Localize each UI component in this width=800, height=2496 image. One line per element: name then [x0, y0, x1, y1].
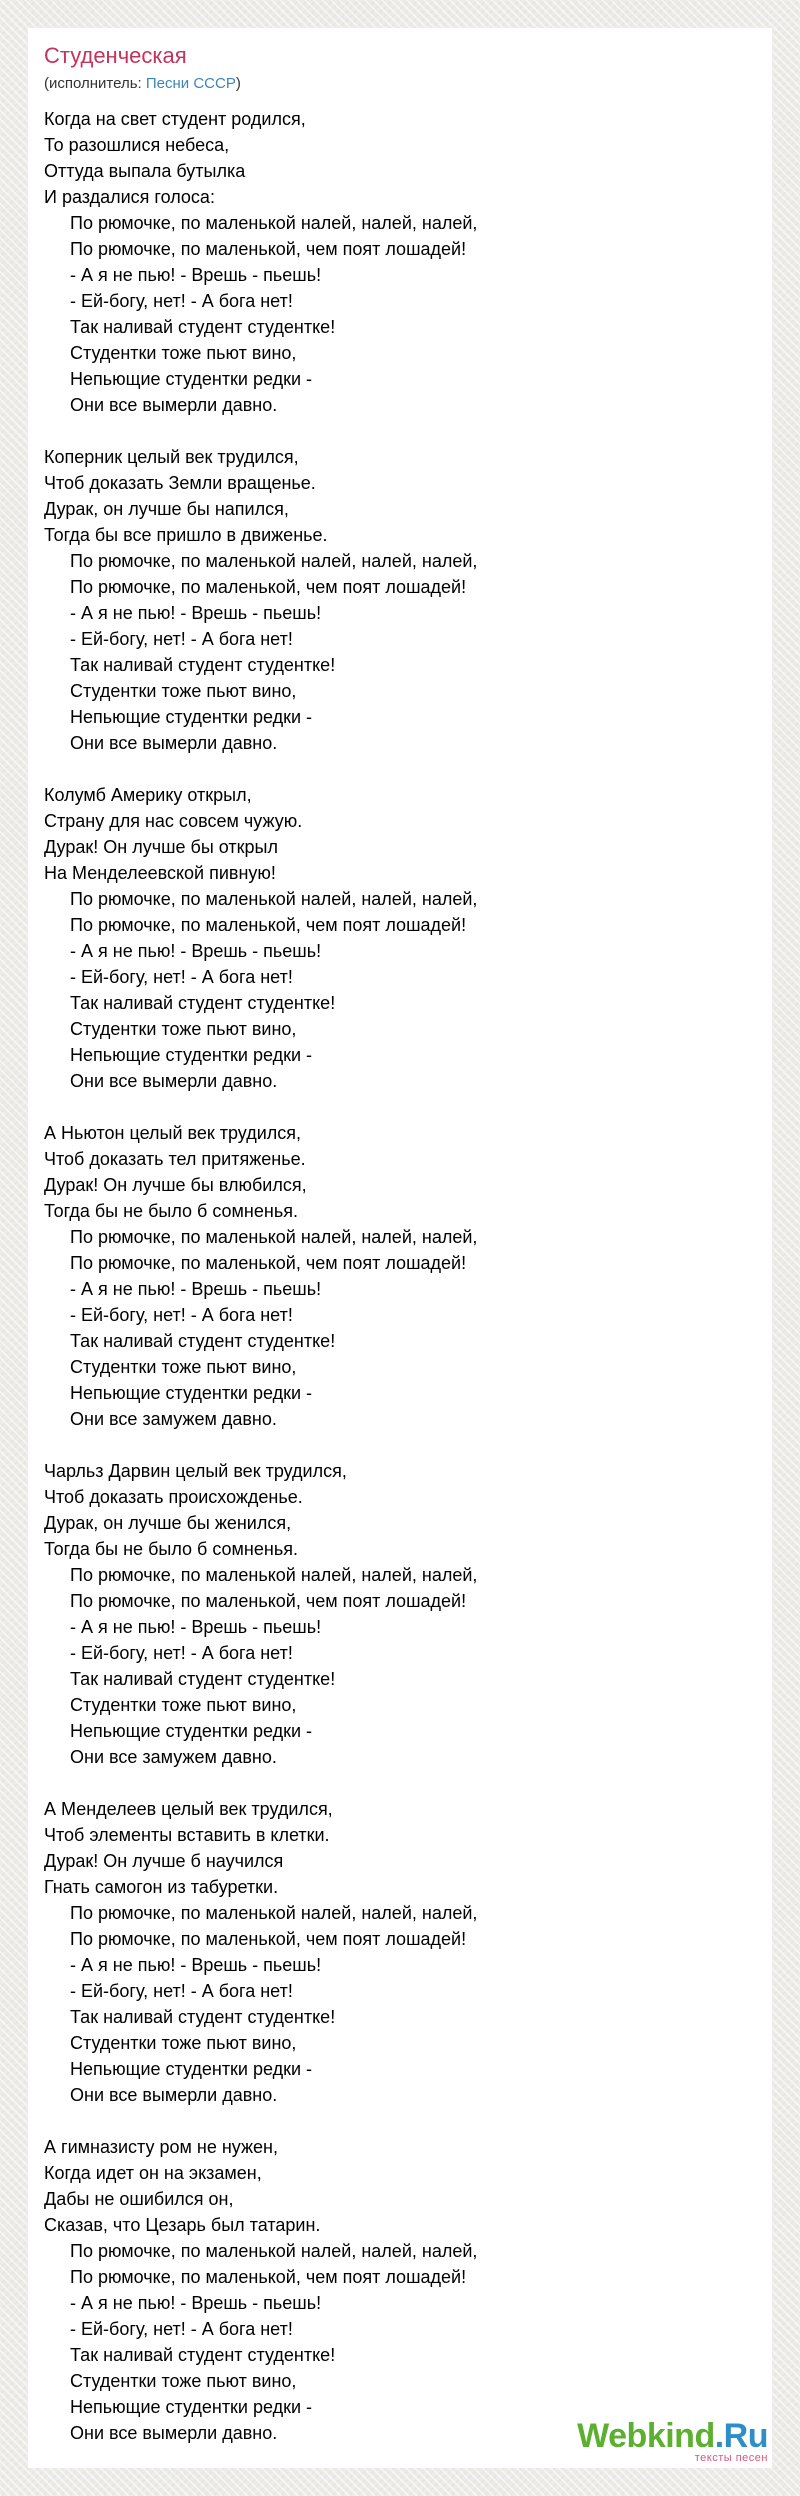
chorus-line: Они все вымерли давно.	[70, 2085, 278, 2105]
verse-line: Тогда бы не было б сомненья.	[44, 1539, 298, 1559]
artist-prefix: (исполнитель:	[44, 75, 146, 92]
verse-line: На Менделеевской пивную!	[44, 863, 276, 883]
verse-line: Оттуда выпала бутылка	[44, 161, 246, 181]
stanza	[44, 444, 756, 756]
chorus-line: - А я не пью! - Врешь - пьешь!	[70, 1955, 322, 1975]
chorus-line: Так наливай студент студентке!	[70, 1331, 336, 1351]
logo-tagline: тексты песен	[694, 2452, 768, 2464]
chorus-line: Они все замужем давно.	[70, 1747, 277, 1767]
chorus-line: По рюмочке, по маленькой, чем поят лошадей!	[70, 915, 467, 935]
chorus-line: - Ей-богу, нет! - А бога нет!	[70, 2319, 293, 2339]
artist-suffix: )	[235, 75, 241, 92]
chorus-line: По рюмочке, по маленькой, чем поят лошадей!	[70, 239, 467, 259]
chorus-line: Студентки тоже пьют вино,	[70, 1019, 297, 1039]
verse-line: Чарльз Дарвин целый век трудился,	[44, 1461, 347, 1481]
song-title: Студенческая	[44, 43, 187, 68]
site-logo[interactable]	[577, 2418, 768, 2464]
chorus-line: Студентки тоже пьют вино,	[70, 2033, 297, 2053]
chorus-line: По рюмочке, по маленькой налей, налей, налей,	[70, 1903, 478, 1923]
verse-line: Страну для нас совсем чужую.	[44, 811, 303, 831]
chorus-line: По рюмочке, по маленькой налей, налей, налей,	[70, 1565, 478, 1585]
logo-tld: .Ru	[714, 2417, 768, 2455]
chorus-line: Так наливай студент студентке!	[70, 2007, 336, 2027]
chorus-line: Студентки тоже пьют вино,	[70, 1357, 297, 1377]
chorus-line: По рюмочке, по маленькой налей, налей, налей,	[70, 213, 478, 233]
chorus-line: Студентки тоже пьют вино,	[70, 343, 297, 363]
stanza	[44, 782, 756, 1094]
logo-wordmark: Webkind	[577, 2417, 715, 2455]
chorus-line: Непьющие студентки редки -	[70, 1721, 313, 1741]
stanza	[44, 2134, 756, 2446]
stanza	[44, 1796, 756, 2108]
chorus-line: Непьющие студентки редки -	[70, 369, 313, 389]
chorus-line: Студентки тоже пьют вино,	[70, 2371, 297, 2391]
chorus-line: - Ей-богу, нет! - А бога нет!	[70, 1981, 293, 2001]
verse-line: Чтоб доказать Земли вращенье.	[44, 473, 316, 493]
chorus-line: - А я не пью! - Врешь - пьешь!	[70, 1617, 322, 1637]
verse-line: А Менделеев целый век трудился,	[44, 1799, 333, 1819]
lyrics-body	[44, 106, 756, 2446]
verse-line: Когда идет он на экзамен,	[44, 2163, 262, 2183]
verse-line: Дурак, он лучше бы женился,	[44, 1513, 292, 1533]
verse-line: Гнать самогон из табуретки.	[44, 1877, 279, 1897]
chorus-line: По рюмочке, по маленькой налей, налей, налей,	[70, 551, 478, 571]
chorus-line: Так наливай студент студентке!	[70, 317, 336, 337]
artist-link[interactable]: Песни СССР	[145, 75, 236, 92]
chorus-line: Они все вымерли давно.	[70, 733, 278, 753]
chorus-line: Так наливай студент студентке!	[70, 655, 336, 675]
chorus-line: Непьющие студентки редки -	[70, 707, 313, 727]
verse-line: А гимназисту ром не нужен,	[44, 2137, 278, 2157]
chorus-line: - А я не пью! - Врешь - пьешь!	[70, 603, 322, 623]
chorus-line: Они все замужем давно.	[70, 1409, 277, 1429]
chorus-line: - Ей-богу, нет! - А бога нет!	[70, 629, 293, 649]
verse-line: Коперник целый век трудился,	[44, 447, 299, 467]
verse-line: Сказав, что Цезарь был татарин.	[44, 2215, 321, 2235]
chorus-line: - Ей-богу, нет! - А бога нет!	[70, 291, 293, 311]
chorus-line: - А я не пью! - Врешь - пьешь!	[70, 2293, 322, 2313]
verse-line: Когда на свет студент родился,	[44, 109, 306, 129]
chorus-line: По рюмочке, по маленькой, чем поят лошадей!	[70, 1591, 467, 1611]
chorus-line: По рюмочке, по маленькой, чем поят лошадей!	[70, 1929, 467, 1949]
chorus-line: По рюмочке, по маленькой налей, налей, налей,	[70, 889, 478, 909]
chorus-line: Так наливай студент студентке!	[70, 1669, 336, 1689]
chorus-line: Непьющие студентки редки -	[70, 1383, 313, 1403]
chorus-line: По рюмочке, по маленькой, чем поят лошадей!	[70, 1253, 467, 1273]
chorus-line: Они все вымерли давно.	[70, 2423, 278, 2443]
stanza	[44, 106, 756, 418]
verse-line: Колумб Америку открыл,	[44, 785, 252, 805]
chorus-line: Непьющие студентки редки -	[70, 2059, 313, 2079]
chorus-line: - А я не пью! - Врешь - пьешь!	[70, 941, 322, 961]
chorus-line: Они все вымерли давно.	[70, 395, 278, 415]
chorus-line: - Ей-богу, нет! - А бога нет!	[70, 1643, 293, 1663]
chorus-line: Студентки тоже пьют вино,	[70, 1695, 297, 1715]
verse-line: И раздалися голоса:	[44, 187, 215, 207]
chorus-line: Так наливай студент студентке!	[70, 2345, 336, 2365]
verse-line: Чтоб доказать происхожденье.	[44, 1487, 303, 1507]
verse-line: То разошлися небеса,	[44, 135, 230, 155]
chorus-line: По рюмочке, по маленькой, чем поят лошадей!	[70, 2267, 467, 2287]
verse-line: Тогда бы все пришло в движенье.	[44, 525, 328, 545]
verse-line: Дурак, он лучше бы напился,	[44, 499, 289, 519]
chorus-line: - А я не пью! - Врешь - пьешь!	[70, 1279, 322, 1299]
verse-line: Дурак! Он лучше б научился	[44, 1851, 284, 1871]
stanza	[44, 1120, 756, 1432]
verse-line: Дурак! Он лучше бы влюбился,	[44, 1175, 307, 1195]
chorus-line: Непьющие студентки редки -	[70, 1045, 313, 1065]
chorus-line: Они все вымерли давно.	[70, 1071, 278, 1091]
lyrics-panel	[28, 28, 772, 2468]
verse-line: Дабы не ошибился он,	[44, 2189, 234, 2209]
chorus-line: - Ей-богу, нет! - А бога нет!	[70, 1305, 293, 1325]
chorus-line: Студентки тоже пьют вино,	[70, 681, 297, 701]
verse-line: А Ньютон целый век трудился,	[44, 1123, 302, 1143]
chorus-line: По рюмочке, по маленькой, чем поят лошадей!	[70, 577, 467, 597]
chorus-line: По рюмочке, по маленькой налей, налей, налей,	[70, 1227, 478, 1247]
verse-line: Чтоб элементы вставить в клетки.	[44, 1825, 330, 1845]
chorus-line: - Ей-богу, нет! - А бога нет!	[70, 967, 293, 987]
chorus-line: По рюмочке, по маленькой налей, налей, налей,	[70, 2241, 478, 2261]
chorus-line: Непьющие студентки редки -	[70, 2397, 313, 2417]
verse-line: Чтоб доказать тел притяженье.	[44, 1149, 306, 1169]
artist-line	[44, 74, 756, 94]
chorus-line: Так наливай студент студентке!	[70, 993, 336, 1013]
verse-line: Дурак! Он лучше бы открыл	[44, 837, 278, 857]
verse-line: Тогда бы не было б сомненья.	[44, 1201, 298, 1221]
stanza	[44, 1458, 756, 1770]
chorus-line: - А я не пью! - Врешь - пьешь!	[70, 265, 322, 285]
